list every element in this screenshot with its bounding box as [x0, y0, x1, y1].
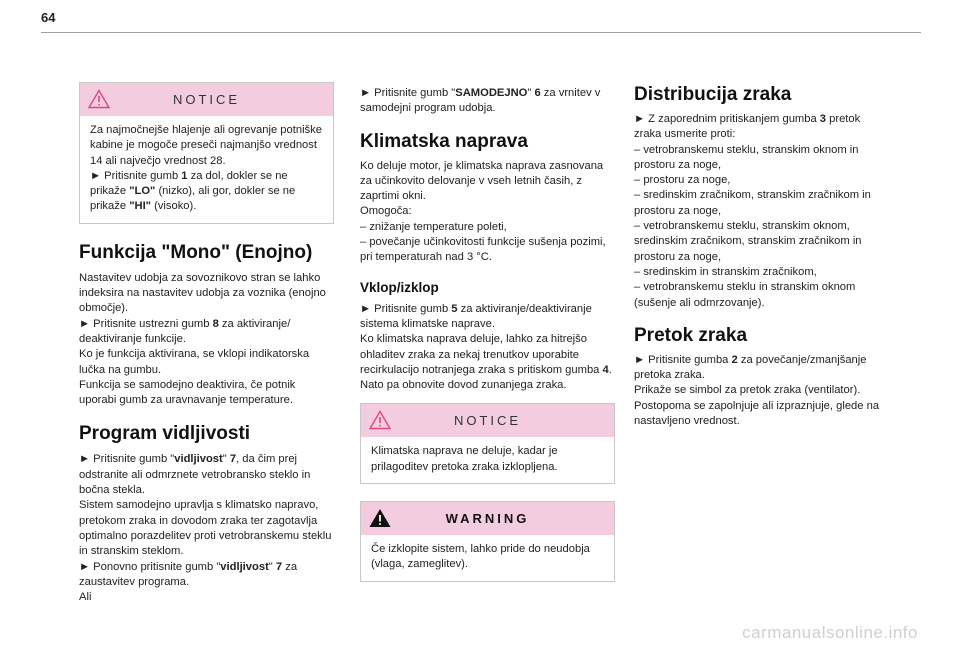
warning-header: [361, 502, 614, 535]
notice-title: NOTICE: [172, 91, 241, 107]
notice-text-2: Klimatska naprava ne deluje, kadar je prilagoditev pretoka zraka izklopljena.: [371, 445, 558, 473]
distribution-item: – sredinskim zračnikom, stranskim zračnikom in prostoru za noge,: [634, 189, 871, 217]
section-heading-onoff: Vklop/izklop: [360, 279, 439, 295]
mono-paragraph-4: Funkcija se samodejno deaktivira, če potnik uporabi gumb za uravnavanje temperature.: [79, 378, 296, 407]
top-divider: [41, 32, 921, 33]
auto-paragraph: ► Pritisnite gumb "SAMODEJNO" 6 za vrnitev v samodejni program udobja.: [360, 87, 601, 115]
section-heading-ac: Klimatska naprava: [360, 130, 528, 152]
warning-text: Če izklopite sistem, lahko pride do neudobja (vlaga, zameglitev).: [371, 543, 590, 571]
distribution-paragraph-1: ► Z zaporednim pritiskanjem gumba 3 pretok zraka usmerite proti:: [634, 113, 861, 141]
column-1: [79, 82, 334, 605]
ac-paragraph-3: – znižanje temperature poleti,: [360, 220, 507, 233]
visibility-paragraph-3: ► Ponovno pritisnite gumb "vidljivost" 7 za zaustavitev programa.: [79, 560, 298, 588]
column-2: [360, 86, 615, 582]
section-heading-airflow: Pretok zraka: [634, 324, 748, 346]
distribution-item: – vetrobranskemu steklu, stranskim oknom in prostoru za noge,: [634, 143, 859, 171]
distribution-item: – vetrobranskemu steklu, stranskim oknom, sredinskim zračnikom, stranskim zračnikom in prostoru za noge,: [634, 220, 862, 263]
notice-box-2: [360, 403, 615, 484]
distribution-item: – vetrobranskemu steklu in stranskim oknom (sušenje ali odmrzovanje).: [634, 281, 856, 309]
section-heading-visibility: Program vidljivosti: [79, 423, 251, 445]
warning-body: [361, 535, 614, 581]
notice-step: ► Pritisnite gumb 1 za dol, dokler se ne prikaže "LO" (nizko), ali gor, dokler se ne prikaže "HI" (visoko).: [90, 169, 296, 213]
notice-body: [80, 116, 333, 223]
distribution-item: – prostoru za noge,: [634, 174, 731, 187]
page-number: 64: [41, 10, 56, 25]
notice-header-2: [361, 404, 614, 437]
ac-paragraph-2: Omogoča:: [360, 205, 412, 218]
notice-header: [80, 83, 333, 116]
ac-paragraph-4: – povečanje učinkovitosti funkcije sušenja pozimi, pri temperaturah nad 3 °C.: [360, 236, 606, 264]
visibility-paragraph-2: Sistem samodejno upravlja s klimatsko napravo, pretokom zraka in dovodom zraka ter zagotavlja optimalno porazdelitev proti vetrobranskemu steklu in stranskim steklom.: [79, 499, 332, 558]
airflow-paragraph-2: Prikaže se simbol za pretok zraka (ventilator).: [634, 384, 861, 397]
notice-title-2: NOTICE: [453, 413, 522, 429]
section-heading-distribution: Distribucija zraka: [634, 84, 792, 105]
notice-triangle-icon: [369, 410, 391, 430]
notice-body-2: [361, 437, 614, 483]
onoff-paragraph-2: Ko klimatska naprava deluje, lahko za hitrejšo ohladitev zraka za nekaj trenutkov uporabite recirkulacijo notranjega zraka s pritiskom gumba 4. Nato pa obnovite dovod zunanjega zraka.: [360, 333, 612, 392]
warning-box: [360, 501, 615, 582]
airflow-paragraph-3: Postopoma se zapolnjuje ali izpraznjuje, glede na nastavljeno vrednost.: [634, 399, 880, 428]
visibility-paragraph-4: Ali: [79, 591, 92, 604]
warning-triangle-icon: [369, 508, 391, 528]
section-heading-mono: Funkcija "Mono" (Enojno): [79, 241, 313, 263]
notice-text: Za najmočnejše hlajenje ali ogrevanje potniške kabine je mogoče preseči najmanjšo vrednost 14 ali največjo vrednost 28.: [90, 124, 322, 167]
ac-paragraph-1: Ko deluje motor, je klimatska naprava zasnovana za učinkovito delovanje v vseh letnih časih, z zaprtimi okni.: [360, 159, 604, 203]
watermark-link[interactable]: carmanualsonline.info: [742, 623, 918, 642]
mono-paragraph-2: ► Pritisnite ustrezni gumb 8 za aktiviranje/ deaktiviranje funkcije.: [79, 317, 291, 345]
warning-title: WARNING: [445, 510, 530, 526]
distribution-item: – sredinskim in stranskim zračnikom,: [634, 265, 817, 278]
visibility-paragraph-1: ► Pritisnite gumb "vidljivost" 7, da čim prej odstranite ali odmrznete vetrobransko steklo in bočna stekla.: [79, 453, 311, 497]
column-3: [634, 84, 889, 429]
onoff-paragraph-1: ► Pritisnite gumb 5 za aktiviranje/deaktiviranje sistema klimatske naprave.: [360, 302, 592, 330]
airflow-paragraph-1: ► Pritisnite gumba 2 za povečanje/zmanjšanje pretoka zraka.: [634, 353, 867, 382]
mono-paragraph-3: Ko je funkcija aktivirana, se vklopi indikatorska lučka na gumbu.: [79, 348, 310, 376]
notice-triangle-icon: [88, 89, 110, 109]
mono-paragraph-1: Nastavitev udobja za sovoznikovo stran se lahko indeksira na nastavitev udobja za voznika (enojno območje).: [79, 271, 326, 315]
notice-box: [79, 82, 334, 224]
